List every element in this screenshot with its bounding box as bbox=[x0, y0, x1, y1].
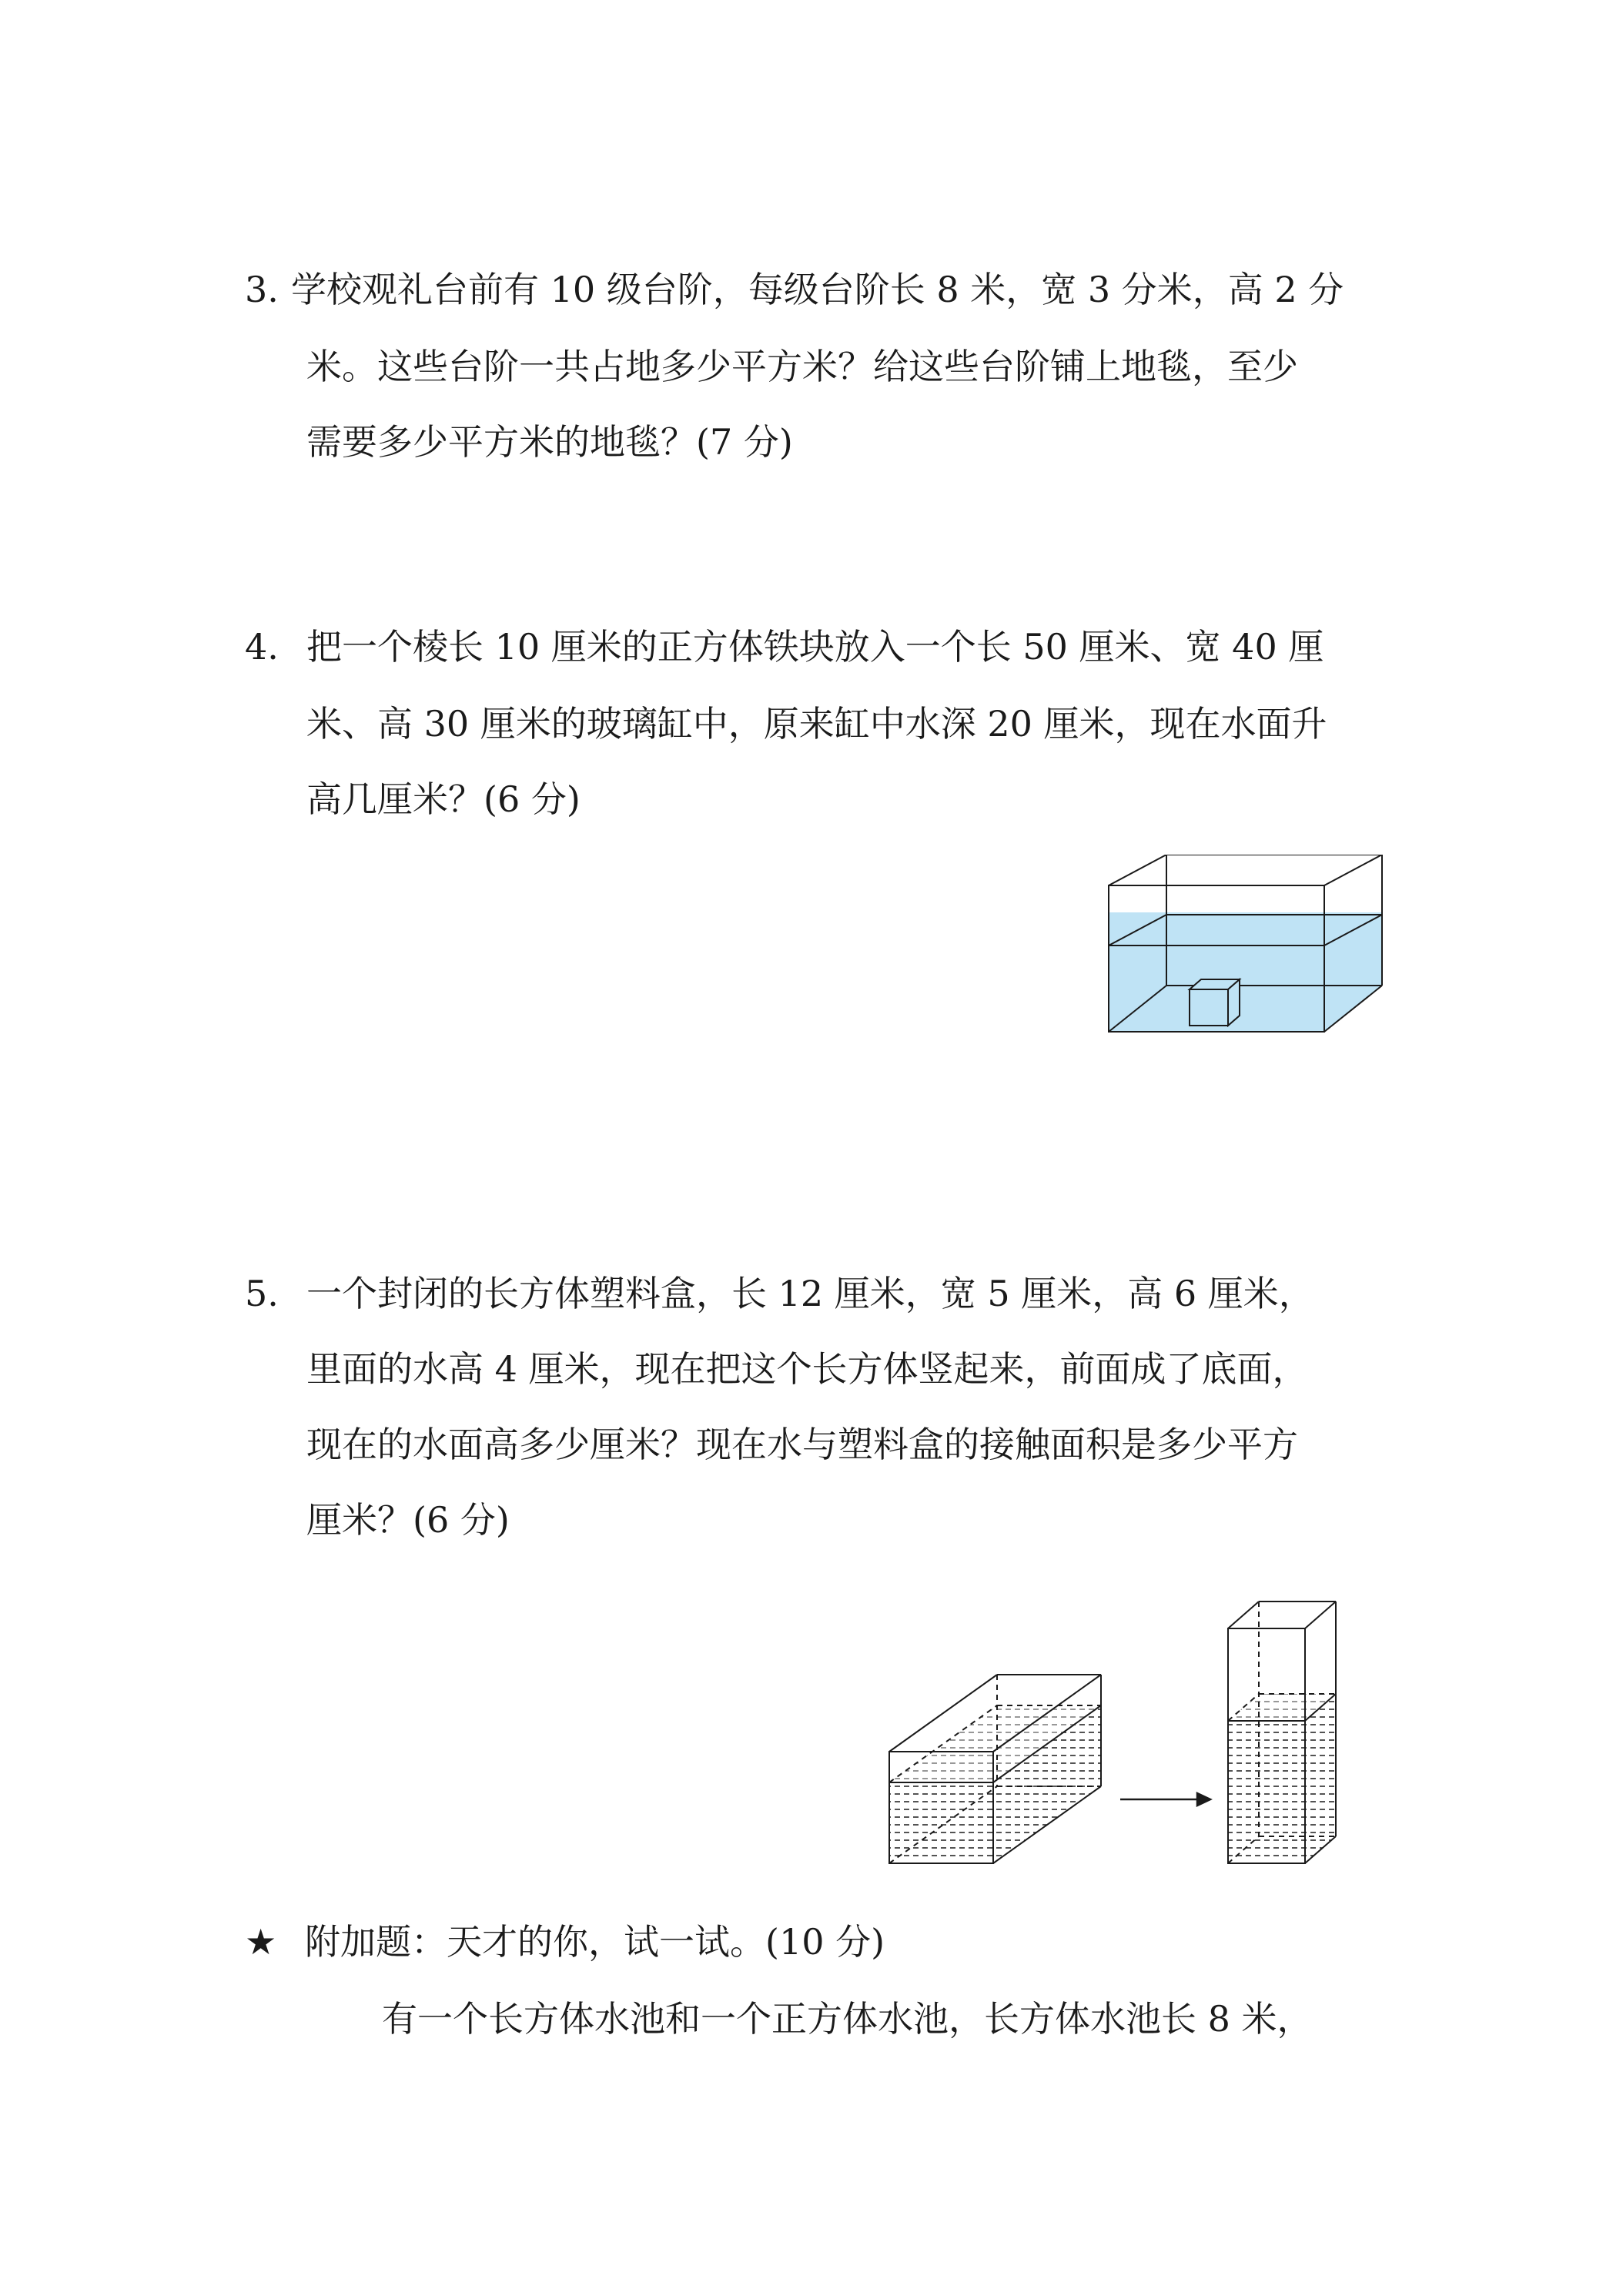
question-text-line: 学校观礼台前有 10 级台阶，每级台阶长 8 米，宽 3 分米，高 2 分 bbox=[291, 269, 1344, 310]
plastic-box-figure bbox=[885, 1598, 1394, 1875]
question-text-line: 米、高 30 厘米的玻璃缸中，原来缸中水深 20 厘米，现在水面升 bbox=[306, 703, 1327, 745]
glass-tank-figure bbox=[1101, 855, 1394, 1039]
question-number: 5. bbox=[245, 1273, 279, 1314]
bonus-text-line: 有一个长方体水池和一个正方体水池，长方体水池长 8 米， bbox=[382, 1998, 1313, 2040]
star-icon: ★ bbox=[245, 1921, 277, 1963]
question-number: 4. bbox=[245, 626, 279, 668]
question-text-line: 把一个棱长 10 厘米的正方体铁块放入一个长 50 厘米、宽 40 厘 bbox=[306, 626, 1324, 668]
cube-block bbox=[1190, 979, 1240, 1026]
question-text-line: 一个封闭的长方体塑料盒，长 12 厘米，宽 5 厘米，高 6 厘米， bbox=[306, 1273, 1314, 1314]
standing-box bbox=[1228, 1602, 1336, 1863]
question-text-line: 米。这些台阶一共占地多少平方米？给这些台阶铺上地毯，至少 bbox=[306, 346, 1298, 387]
question-text-line: 需要多少平方米的地毯？(7 分) bbox=[306, 421, 793, 463]
question-text-line: 厘米？(6 分) bbox=[306, 1499, 510, 1541]
lying-box bbox=[889, 1675, 1101, 1863]
question-text-line: 现在的水面高多少厘米？现在水与塑料盒的接触面积是多少平方 bbox=[306, 1424, 1298, 1465]
transform-arrow bbox=[1120, 1793, 1210, 1806]
question-text-line: 高几厘米？(6 分) bbox=[306, 778, 581, 820]
question-number: 3. bbox=[245, 269, 279, 310]
bonus-title: 附加题：天才的你，试一试。(10 分) bbox=[305, 1921, 885, 1963]
question-text-line: 里面的水高 4 厘米，现在把这个长方体竖起来，前面成了底面， bbox=[306, 1348, 1308, 1390]
